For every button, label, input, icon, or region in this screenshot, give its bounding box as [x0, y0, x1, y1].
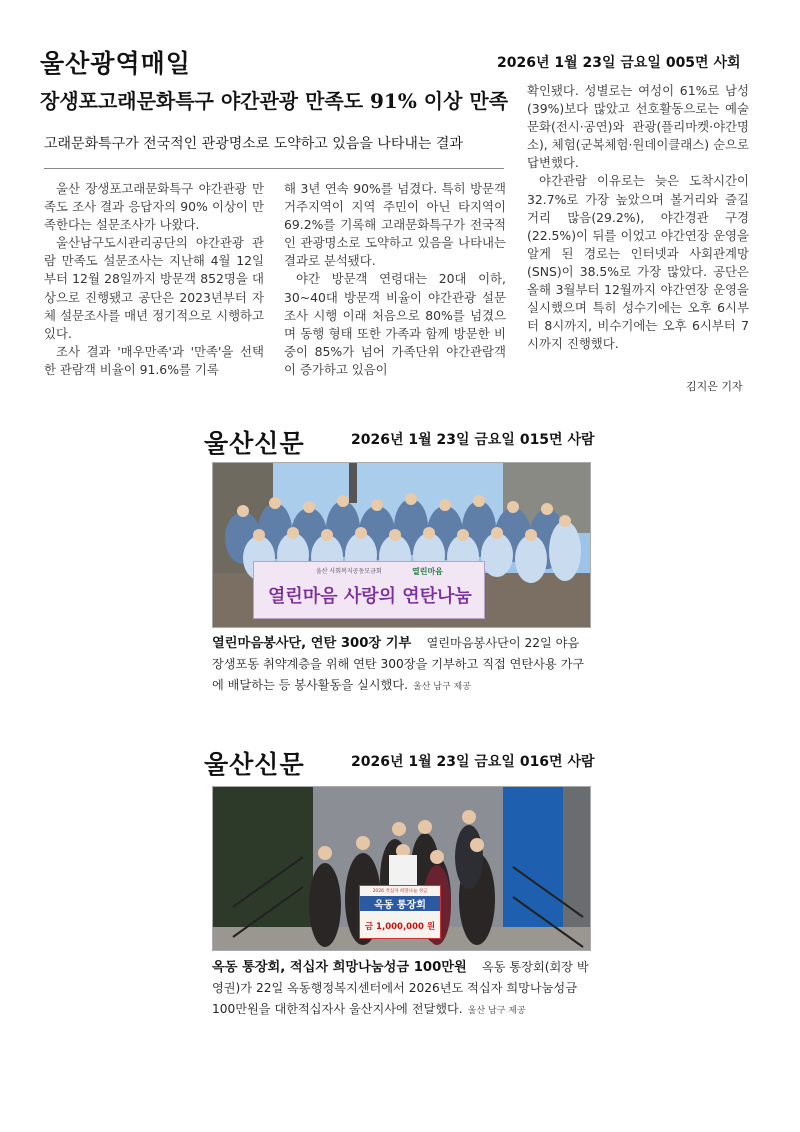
- masthead-article1: 울산광역매일: [40, 49, 191, 78]
- board-amount: 금 1,000,000 원: [364, 922, 436, 932]
- dateline-article2: 2026년 1월 23일 금요일 015면 사람: [351, 432, 595, 448]
- paragraph: 야간관람 이유로는 늦은 도착시간이 32.7%로 가장 높았으며 볼거리와 즐길거리 많음(29.2%), 야간경관 구경(22.5%)이 뒤를 이었고 야간연장 운영을 알게 된 경로는 인터넷과 사회관계망(SNS)이 38.5%로 가장 많았다. 공단은 올해 3월부터 12월까지 야간연장 운영을 실시했으며 특히 성수기에는 오후 6시부터 8시까지, 비수기에는 오후 6시부터 7시까지 진행했다.: [527, 173, 749, 352]
- banner-text: 열린마음 사랑의 연탄나눔: [268, 586, 472, 607]
- caption-title: 옥동 통장회, 적십자 희망나눔성금 100만원: [212, 960, 467, 975]
- caption-text: 옥동 통장회(회장 박영권)가 22일 옥동행정복지센터에서 2026년도 적십자 희망나눔성금 100만원을 대한적십자사 울산지사에 전달했다.: [212, 960, 589, 1016]
- photo-volunteers: [212, 462, 591, 628]
- paragraph: 조사 결과 '매우만족'과 '만족'을 선택한 관람객 비율이 91.6%를 기록: [44, 343, 264, 377]
- caption-article2: [212, 632, 590, 697]
- caption-credit: 울산 남구 제공: [413, 682, 471, 692]
- banner-org: 울산 사회복지공동모금회: [316, 568, 382, 575]
- caption-title: 열린마음봉사단, 연탄 300장 기부: [212, 636, 412, 651]
- caption-text: 열린마음봉사단이 22일 야음장생포동 취약계층을 위해 연탄 300장을 기부하고 직접 연탄사용 가구에 배달하는 등 봉사활동을 실시했다.: [212, 636, 585, 692]
- paragraph: 해 3년 연속 90%를 넘겼다. 특히 방문객 거주지역이 지역 주민이 아닌 타지역이 69.2%를 기록해 고래문화특구가 전국적인 관광명소로 도약하고 있음을 나타내는 결과로 분석됐다.: [284, 181, 506, 269]
- article1-column-3: [527, 82, 749, 353]
- headline-article1: 장생포고래문화특구 야간관광 만족도 91% 이상 만족: [40, 89, 509, 113]
- subhead-article1: 고래문화특구가 전국적인 관광명소로 도약하고 있음을 나타내는 결과: [44, 136, 463, 152]
- paragraph: 울산 장생포고래문화특구 야간관광 만족도 조사 결과 응답자의 90% 이상이 만족한다는 설문조사가 나왔다.: [44, 181, 264, 233]
- masthead-article3: 울산신문: [204, 750, 305, 779]
- caption-credit: 울산 남구 제공: [467, 1006, 526, 1016]
- article1-column-2: [284, 180, 506, 379]
- donation-banner: [253, 561, 485, 619]
- dateline-article3: 2026년 1월 23일 금요일 016면 사람: [351, 754, 595, 770]
- photo-donation: [212, 786, 591, 951]
- paragraph: 확인됐다. 성별로는 여성이 61%로 남성(39%)보다 많았고 선호활동으로는 예술문화(전시·공연)와 관광(플리마켓·야간명소), 체험(군복체험·원데이클래스) 순으로 답변했다.: [527, 83, 749, 171]
- dateline-article1: 2026년 1월 23일 금요일 005면 사회: [497, 55, 741, 71]
- caption-article3: [212, 956, 590, 1021]
- board-header: 2026 적십자 희망나눔 성금: [372, 889, 428, 894]
- board-title: 옥동 통장회: [360, 896, 440, 911]
- masthead-article2: 울산신문: [204, 429, 305, 458]
- subhead-rule: [44, 168, 504, 169]
- banner-logo: 열린마음: [412, 567, 443, 576]
- donation-board: [359, 885, 441, 939]
- paragraph: 야간 방문객 연령대는 20대 이하, 30~40대 방문객 비율이 야간관광 설문조사 시행 이래 처음으로 80%를 넘겼으며 동행 형태 또한 가족과 함께 방문한 비중이 85%가 넘어 가족단위 야간관람객이 증가하고 있음이: [284, 271, 506, 377]
- article1-column-1: [44, 180, 264, 379]
- paragraph: 울산남구도시관리공단의 야간관광 관람 만족도 설문조사는 지난해 4월 12일부터 12월 28일까지 방문객 852명을 대상으로 진행됐고 공단은 2023년부터 자체 설문조사를 매년 정기적으로 시행하고 있다.: [44, 235, 264, 341]
- byline: 김지은 기자: [686, 380, 743, 393]
